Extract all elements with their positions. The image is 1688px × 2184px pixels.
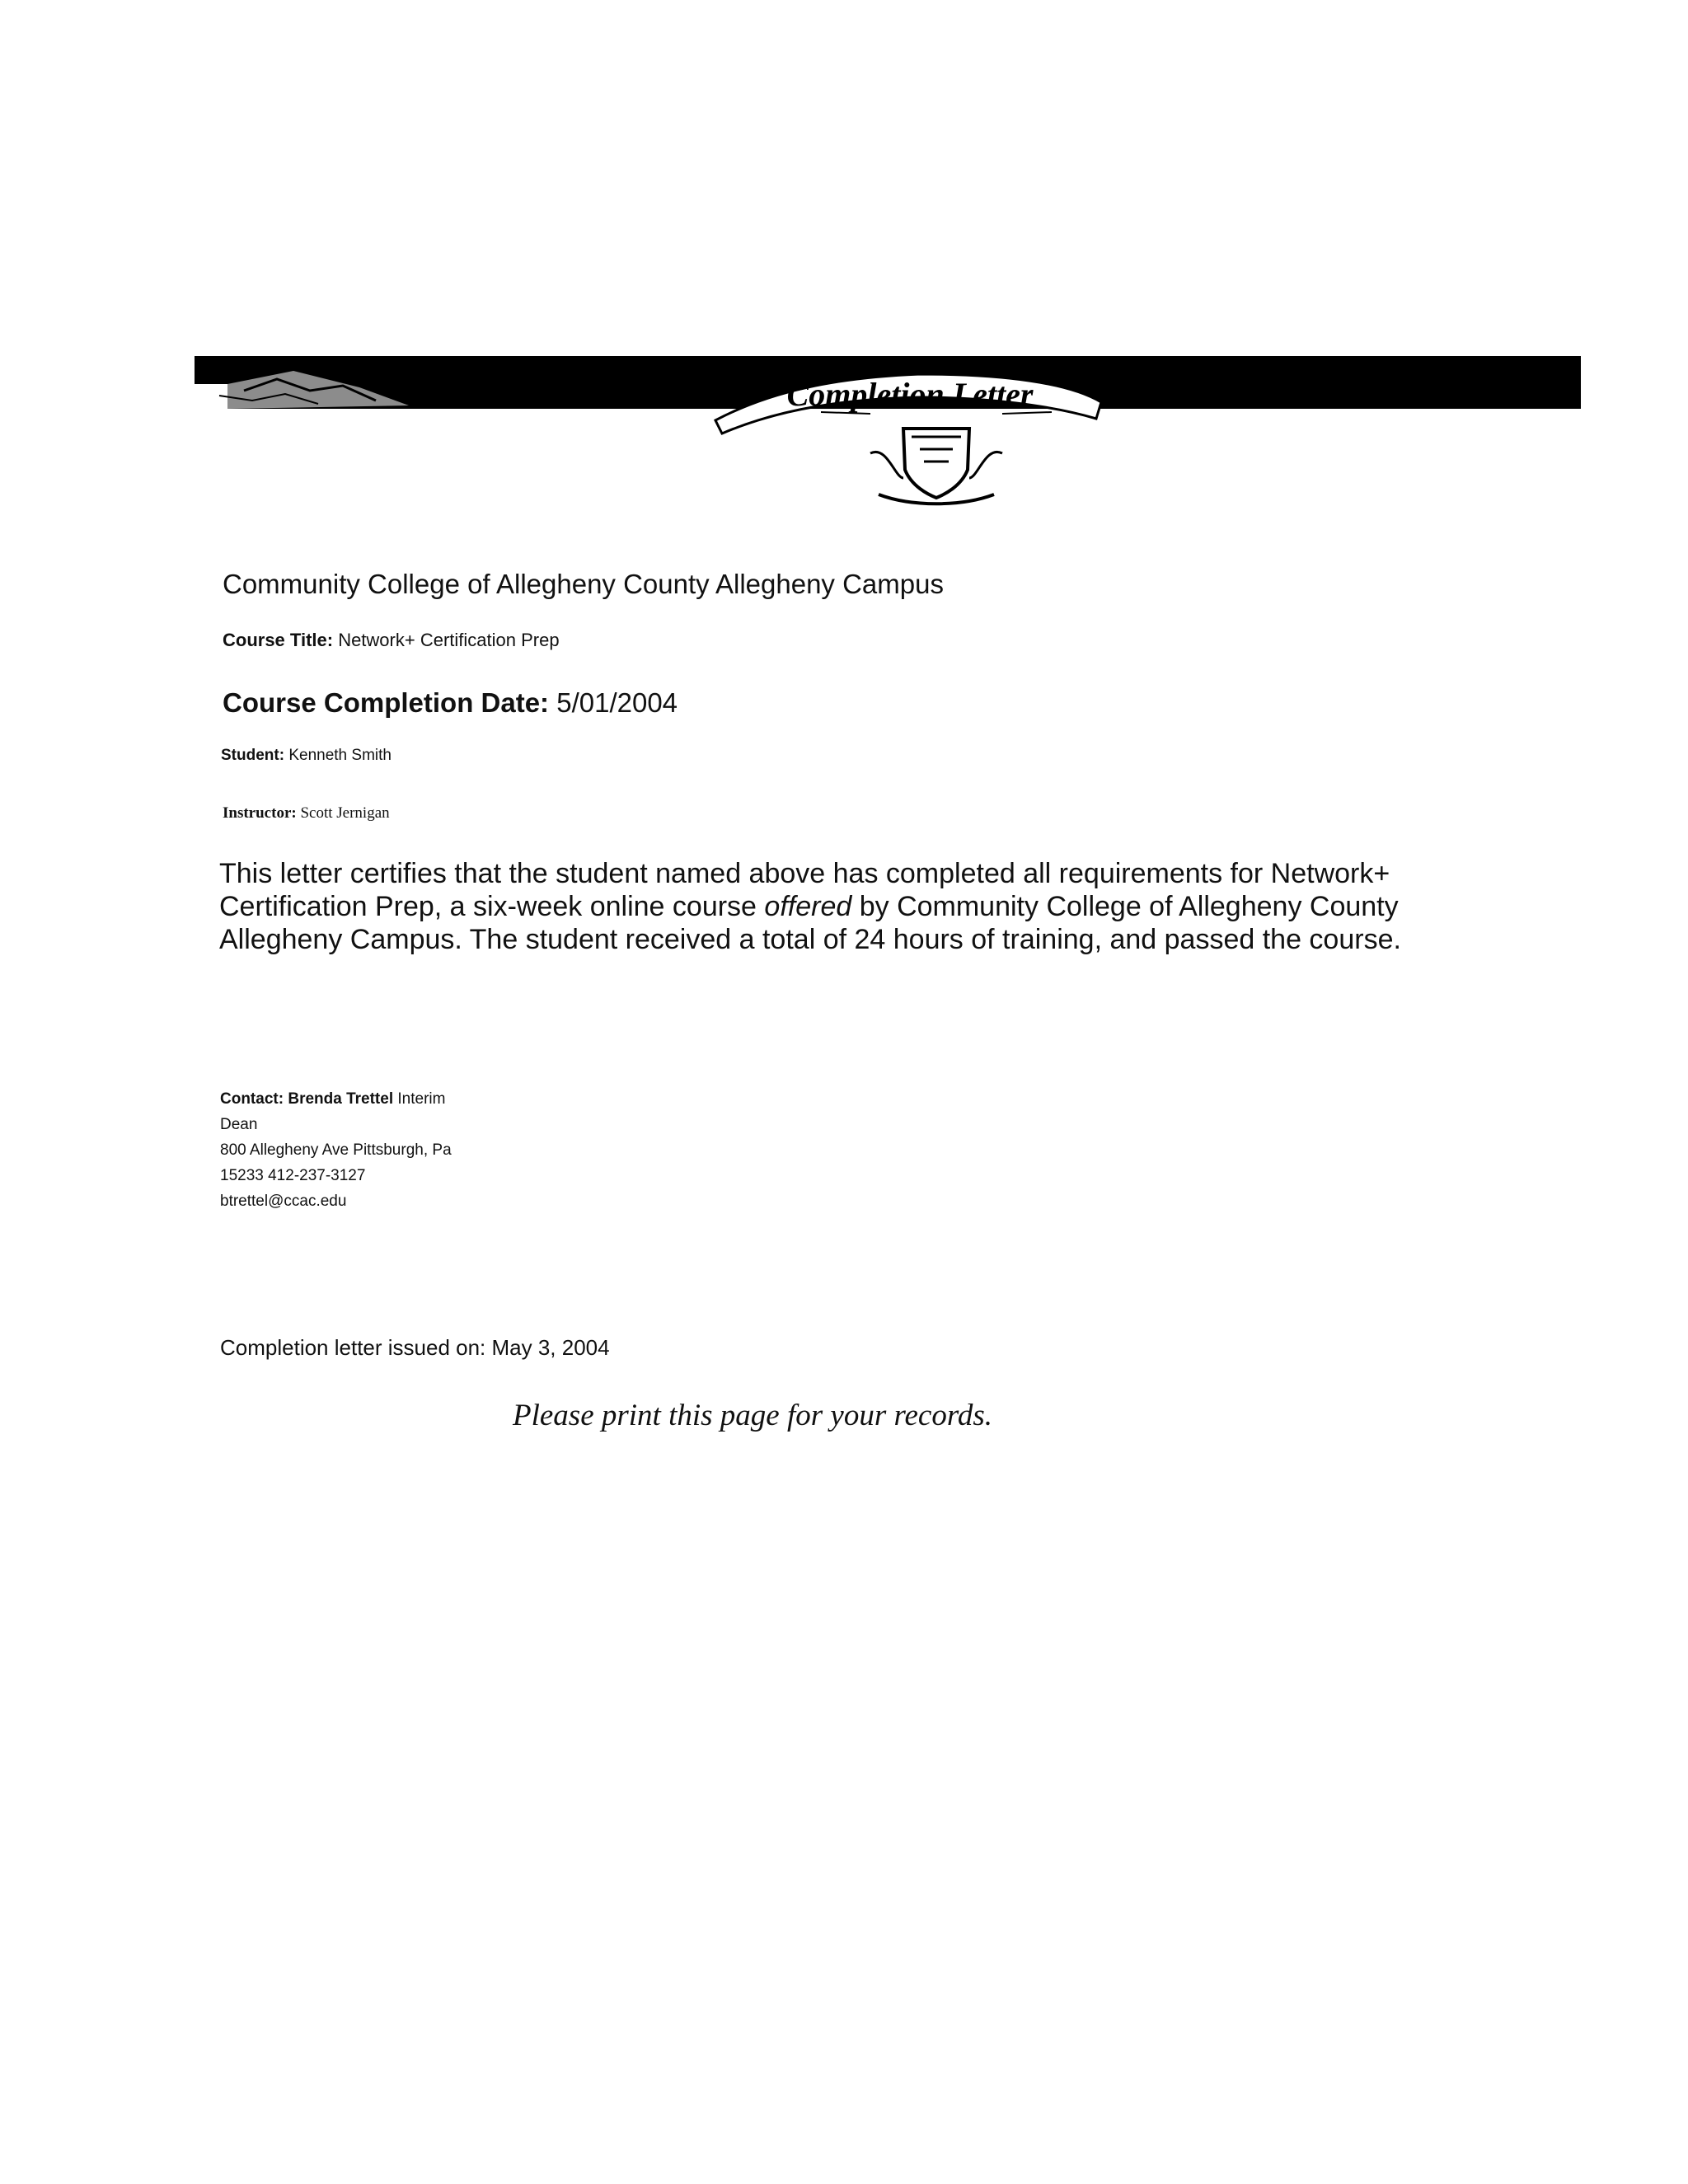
instructor-value: Scott Jernigan (300, 804, 390, 822)
instructor-row (223, 804, 390, 823)
course-title-row (223, 630, 560, 651)
student-label: Student: (221, 747, 285, 764)
crest-icon (821, 412, 1052, 504)
student-row (221, 747, 392, 765)
contact-address: 800 Allegheny Ave Pittsburgh, Pa (220, 1141, 452, 1159)
certification-text-start: This letter certifies that the student named above has completed all requirements for Network+ Certification Prep, a six-week online course (219, 858, 1390, 922)
contact-block (220, 1086, 500, 1214)
institution-name: Community College of Allegheny County Allegheny Campus (223, 569, 944, 599)
certification-paragraph (219, 857, 1456, 956)
completion-date-value: 5/01/2004 (556, 687, 678, 718)
print-note: Please print this page for your records. (513, 1399, 993, 1432)
certification-emphasis: offered (764, 891, 852, 922)
certification-text-end: by Community College of Allegheny County Allegheny Campus. The student received a total of 24 hours of training, and passed the course. (219, 891, 1401, 955)
contact-zip-phone: 15233 412-237-3127 (220, 1167, 366, 1184)
banner-title: Completion Letter (786, 376, 1034, 413)
completion-letter-banner (195, 354, 1581, 511)
contact-label: Contact: (220, 1090, 284, 1108)
completion-date-label: Course Completion Date: (223, 687, 550, 718)
contact-name: Brenda Trettel (288, 1090, 394, 1108)
completion-date-row (223, 687, 678, 719)
course-title-value: Network+ Certification Prep (338, 630, 560, 650)
contact-line-1 (220, 1086, 500, 1112)
course-title-label: Course Title: (223, 630, 334, 650)
issued-date: Completion letter issued on: May 3, 2004 (220, 1335, 610, 1360)
contact-email: btrettel@ccac.edu (220, 1193, 347, 1210)
student-value: Kenneth Smith (288, 747, 392, 764)
instructor-label: Instructor: (223, 804, 297, 822)
contact-title-part: Interim (397, 1090, 446, 1108)
contact-line-2: Dean (220, 1116, 258, 1133)
